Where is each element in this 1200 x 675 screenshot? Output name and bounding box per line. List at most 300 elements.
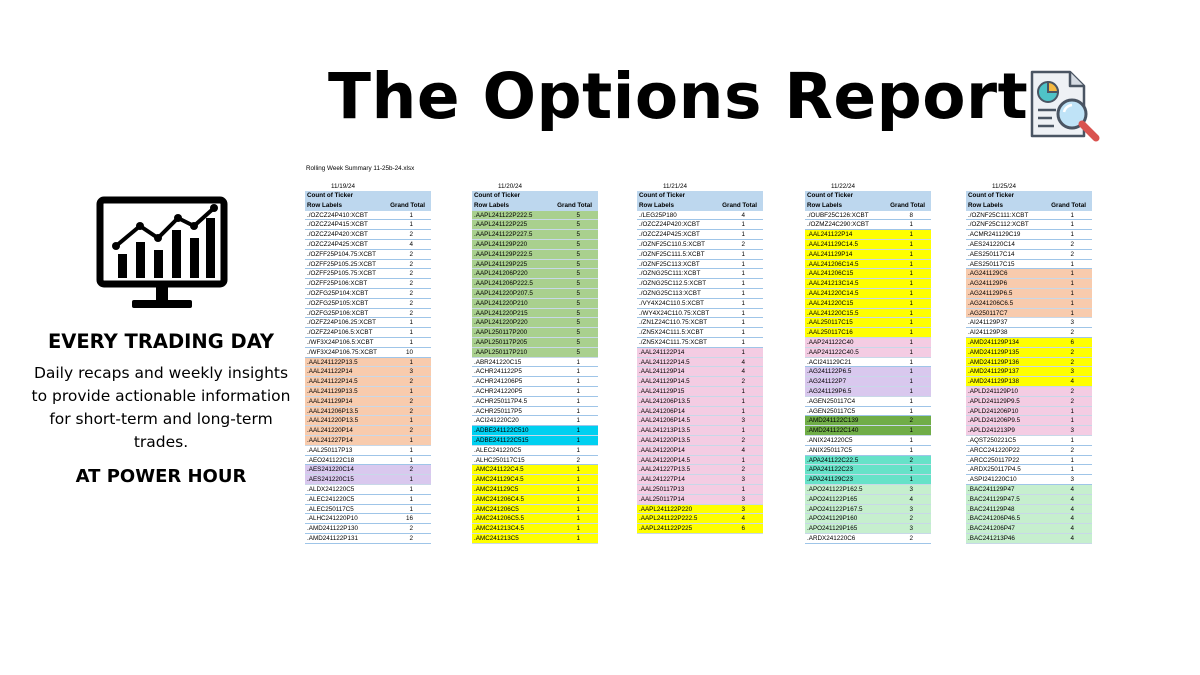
table-row xyxy=(637,416,763,426)
table-row xyxy=(966,367,1092,377)
table-row xyxy=(305,328,431,338)
grand-total-value: 1 xyxy=(909,338,913,346)
grand-total-value: 5 xyxy=(576,231,580,239)
ticker-label: .AAPL241129P222.5 xyxy=(474,250,533,258)
table-row xyxy=(966,475,1092,485)
ticker-label: .APLD241129P9.5 xyxy=(968,397,1020,405)
ticker-label: .AMC241122C4.5 xyxy=(474,466,524,474)
ticker-label: .APO241122P162.5 xyxy=(807,485,863,493)
table-row xyxy=(472,485,598,495)
grand-total-value: 4 xyxy=(1070,515,1074,523)
grand-total-value: 1 xyxy=(576,387,580,395)
table-row xyxy=(305,534,431,544)
table-row xyxy=(305,348,431,358)
ticker-label: .AMC241206C4.5 xyxy=(474,495,525,503)
ticker-label: .AAL241220C14.5 xyxy=(807,289,859,297)
ticker-label: .AAPL250117P200 xyxy=(474,329,528,337)
grand-total-value: 1 xyxy=(409,221,413,229)
ticker-label: .AAPL241122P225 xyxy=(639,525,693,533)
ticker-label: .AAL241206P13.5 xyxy=(639,397,691,405)
ticker-label: .AG241129C6 xyxy=(968,270,1008,278)
table-row xyxy=(472,407,598,417)
monitor-chart-icon xyxy=(96,196,228,314)
ticker-label: .ADBE241122C510 xyxy=(474,427,529,435)
grand-total-value: 1 xyxy=(1070,309,1074,317)
grand-total-value: 2 xyxy=(909,417,913,425)
table-row xyxy=(966,446,1092,456)
grand-total-value: 1 xyxy=(1070,417,1074,425)
table-row xyxy=(966,240,1092,250)
description-text: Daily recaps and weekly insights to provide actionable information for short-term and long-term trades. xyxy=(31,364,291,451)
grand-total-value: 4 xyxy=(1070,485,1074,493)
grand-total-value: 1 xyxy=(576,485,580,493)
ticker-label: .AAL241129P14 xyxy=(807,250,853,258)
grand-total-value: 1 xyxy=(576,436,580,444)
table-row xyxy=(305,485,431,495)
table-row xyxy=(472,505,598,515)
header-count-of-ticker: Count of Ticker xyxy=(637,191,763,201)
grand-total-value: 1 xyxy=(909,319,913,327)
table-row xyxy=(305,318,431,328)
table-row xyxy=(805,269,931,279)
table-row xyxy=(305,456,431,466)
table-row xyxy=(966,338,1092,348)
grand-total-value: 3 xyxy=(741,505,745,513)
table-row xyxy=(637,465,763,475)
grand-total-value: 2 xyxy=(576,456,580,464)
ticker-label: .AAL241206P13.5 xyxy=(307,407,359,415)
grand-total-value: 4 xyxy=(1070,378,1074,386)
ticker-label: .AG241129P6 xyxy=(968,280,1008,288)
table-row xyxy=(637,485,763,495)
grand-total-value: 2 xyxy=(1070,446,1074,454)
table-row xyxy=(966,377,1092,387)
grand-total-value: 5 xyxy=(576,289,580,297)
ticker-label: .AAL250117C15 xyxy=(807,319,853,327)
ticker-label: ./OZCZ24P410:XCBT xyxy=(307,211,368,219)
ticker-label: .ALEC250117C5 xyxy=(307,505,354,513)
grand-total-value: 1 xyxy=(576,525,580,533)
grand-total-value: 5 xyxy=(576,280,580,288)
ticker-label: .AES241220C14 xyxy=(307,466,354,474)
table-row xyxy=(472,328,598,338)
ticker-label: .AEO241122C18 xyxy=(307,456,355,464)
ticker-label: .AMD241122C140 xyxy=(807,427,859,435)
ticker-label: ./OZNG25C111:XCBT xyxy=(639,270,701,278)
grand-total-value: 5 xyxy=(576,319,580,327)
grand-total-value: 3 xyxy=(741,417,745,425)
ticker-label: .AES250117C15 xyxy=(968,260,1015,268)
grand-total-value: 1 xyxy=(1070,221,1074,229)
ticker-label: .AAL241129P14.5 xyxy=(639,378,690,386)
spreadsheet-filename: Rolling Week Summary 11-25b-24.xlsx xyxy=(306,165,415,172)
table-row xyxy=(305,289,431,299)
table-row xyxy=(637,279,763,289)
ticker-label: .AES241220C14 xyxy=(968,240,1015,248)
grand-total-value: 1 xyxy=(576,378,580,386)
grand-total-value: 4 xyxy=(741,368,745,376)
grand-total-value: 1 xyxy=(409,495,413,503)
ticker-label: .BAC241206P46.5 xyxy=(968,515,1021,523)
table-row xyxy=(472,446,598,456)
grand-total-value: 3 xyxy=(1070,319,1074,327)
grand-total-value: 2 xyxy=(409,289,413,297)
grand-total-value: 3 xyxy=(741,476,745,484)
table-row xyxy=(305,514,431,524)
grand-total-value: 1 xyxy=(409,329,413,337)
report-chart-magnifier-icon xyxy=(1026,68,1102,142)
table-row xyxy=(637,407,763,417)
grand-total-value: 2 xyxy=(1070,387,1074,395)
ticker-label: .APLD241213P9 xyxy=(968,427,1015,435)
grand-total-value: 1 xyxy=(909,387,913,395)
table-row xyxy=(637,309,763,319)
grand-total-value: 5 xyxy=(576,250,580,258)
table-row xyxy=(966,397,1092,407)
grand-total-value: 1 xyxy=(576,515,580,523)
table-row xyxy=(805,299,931,309)
grand-total-value: 6 xyxy=(1070,338,1074,346)
table-row xyxy=(966,348,1092,358)
ticker-label: .AAL241220P14 xyxy=(307,427,353,435)
grand-total-value: 3 xyxy=(741,495,745,503)
grand-total-value: 1 xyxy=(576,505,580,513)
table-date: 11/25/24 xyxy=(992,183,1017,190)
grand-total-value: 1 xyxy=(909,289,913,297)
ticker-label: ./OZFG25P105:XCBT xyxy=(307,299,369,307)
header-row xyxy=(305,201,431,211)
table-row xyxy=(966,465,1092,475)
grand-total-value: 5 xyxy=(576,348,580,356)
ticker-label: ./OZCZ24P420:XCBT xyxy=(639,221,700,229)
table-row xyxy=(305,269,431,279)
header-grand-total: Grand Total xyxy=(557,201,592,209)
ticker-label: ./OZFZ24P106.25:XCBT xyxy=(307,319,376,327)
grand-total-value: 2 xyxy=(1070,358,1074,366)
header-row xyxy=(637,201,763,211)
ticker-label: ./OZNG25C113:XCBT xyxy=(639,289,701,297)
grand-total-value: 1 xyxy=(741,231,745,239)
grand-total-value: 2 xyxy=(409,427,413,435)
ticker-label: .AAL241122P14.5 xyxy=(307,378,358,386)
ticker-label: .AAL241227P14 xyxy=(639,476,685,484)
ticker-label: .AAL241213C14.5 xyxy=(807,280,859,288)
grand-total-value: 2 xyxy=(909,534,913,542)
table-row xyxy=(305,338,431,348)
table-row xyxy=(966,426,1092,436)
ticker-label: ./OUBF25C126:XCBT xyxy=(807,211,869,219)
grand-total-value: 5 xyxy=(576,211,580,219)
grand-total-value: 3 xyxy=(1070,427,1074,435)
grand-total-value: 1 xyxy=(409,319,413,327)
table-row xyxy=(966,407,1092,417)
ticker-label: .ANIX241220C5 xyxy=(807,436,853,444)
table-row xyxy=(305,240,431,250)
ticker-label: .ARDX250117P4.5 xyxy=(968,466,1021,474)
grand-total-value: 2 xyxy=(409,525,413,533)
ticker-label: .AAL241122P14 xyxy=(307,368,353,376)
grand-total-value: 1 xyxy=(409,476,413,484)
ticker-label: .AAL241227P13.5 xyxy=(639,466,691,474)
ticker-label: .AAL241129P14 xyxy=(639,368,685,376)
ticker-label: .BAC241129P47 xyxy=(968,485,1015,493)
table-row xyxy=(472,318,598,328)
ticker-label: .AG241122P7 xyxy=(807,378,847,386)
grand-total-value: 4 xyxy=(1070,525,1074,533)
ticker-label: .AGEN250117C4 xyxy=(807,397,856,405)
grand-total-value: 1 xyxy=(741,387,745,395)
table-row xyxy=(305,387,431,397)
grand-total-value: 1 xyxy=(741,348,745,356)
ticker-label: .AMC241206C5 xyxy=(474,505,519,513)
table-row xyxy=(805,387,931,397)
grand-total-value: 1 xyxy=(409,417,413,425)
table-row xyxy=(805,289,931,299)
grand-total-value: 2 xyxy=(409,231,413,239)
ticker-label: ./WF3X24P106.5:XCBT xyxy=(307,338,374,346)
grand-total-value: 8 xyxy=(909,211,913,219)
grand-total-value: 1 xyxy=(576,446,580,454)
table-date: 11/22/24 xyxy=(831,183,856,190)
table-row xyxy=(305,211,431,221)
ticker-label: .AAL241220C15.5 xyxy=(807,309,859,317)
grand-total-value: 3 xyxy=(909,505,913,513)
ticker-label: .AAP241122C40.5 xyxy=(807,348,859,356)
table-row xyxy=(966,485,1092,495)
table-row xyxy=(305,436,431,446)
header-row xyxy=(472,201,598,211)
grand-total-value: 2 xyxy=(409,299,413,307)
table-row xyxy=(472,465,598,475)
table-row xyxy=(805,220,931,230)
page-title: The Options Report xyxy=(328,60,1029,133)
table-row xyxy=(966,416,1092,426)
table-row xyxy=(472,240,598,250)
grand-total-value: 1 xyxy=(741,329,745,337)
grand-total-value: 1 xyxy=(741,397,745,405)
grand-total-value: 1 xyxy=(409,338,413,346)
ticker-label: .ACI241129C21 xyxy=(807,358,852,366)
ticker-label: .AMC241213C4.5 xyxy=(474,525,525,533)
ticker-label: .AG241129P6.5 xyxy=(968,289,1013,297)
grand-total-value: 4 xyxy=(409,240,413,248)
ticker-label: ./OZNF25C113:XCBT xyxy=(639,260,700,268)
table-row xyxy=(805,250,931,260)
grand-total-value: 5 xyxy=(576,221,580,229)
header-row-labels: Row Labels xyxy=(474,201,509,209)
ticker-label: .AMC241129C5 xyxy=(474,485,519,493)
table-row xyxy=(472,269,598,279)
table-row xyxy=(805,436,931,446)
grand-total-value: 4 xyxy=(1070,505,1074,513)
ticker-label: .AAPL241122P220 xyxy=(639,505,693,513)
ticker-label: .AI241129P38 xyxy=(968,329,1008,337)
grand-total-value: 1 xyxy=(576,417,580,425)
ticker-label: .ASPI241220C10 xyxy=(968,476,1017,484)
grand-total-value: 1 xyxy=(909,407,913,415)
pivot-table-day xyxy=(637,182,763,534)
table-row xyxy=(637,387,763,397)
grand-total-value: 5 xyxy=(576,338,580,346)
grand-total-value: 4 xyxy=(909,495,913,503)
ticker-label: .ADBE241122C515 xyxy=(474,436,529,444)
grand-total-value: 1 xyxy=(741,289,745,297)
pivot-table-day xyxy=(305,182,431,544)
grand-total-value: 1 xyxy=(576,358,580,366)
table-row xyxy=(966,299,1092,309)
table-row xyxy=(305,299,431,309)
table-row xyxy=(472,377,598,387)
grand-total-value: 1 xyxy=(909,270,913,278)
table-row xyxy=(966,211,1092,221)
table-row xyxy=(305,495,431,505)
grand-total-value: 4 xyxy=(741,515,745,523)
table-row xyxy=(805,514,931,524)
ticker-label: .AMC241206C5.5 xyxy=(474,515,525,523)
table-row xyxy=(637,377,763,387)
grand-total-value: 2 xyxy=(1070,329,1074,337)
ticker-label: .AMD241129P137 xyxy=(968,368,1019,376)
ticker-label: ./OZFF25P105.25:XCBT xyxy=(307,260,376,268)
table-row xyxy=(472,338,598,348)
ticker-label: .AG241206C6.5 xyxy=(968,299,1014,307)
ticker-label: .AAL241206C14.5 xyxy=(807,260,859,268)
grand-total-value: 1 xyxy=(1070,299,1074,307)
header-row-labels: Row Labels xyxy=(307,201,342,209)
header-grand-total: Grand Total xyxy=(390,201,425,209)
ticker-label: ./OZNG25C112.5:XCBT xyxy=(639,280,707,288)
table-row xyxy=(472,260,598,270)
grand-total-value: 1 xyxy=(409,436,413,444)
grand-total-value: 1 xyxy=(909,299,913,307)
grand-total-value: 16 xyxy=(405,515,413,523)
ticker-label: .ACHR241122P5 xyxy=(474,368,522,376)
grand-total-value: 4 xyxy=(1070,495,1074,503)
ticker-label: .APA241122C22.5 xyxy=(807,456,859,464)
grand-total-value: 3 xyxy=(909,485,913,493)
table-row xyxy=(805,397,931,407)
grand-total-value: 1 xyxy=(576,368,580,376)
ticker-label: ./ZN1Z24C110.75:XCBT xyxy=(639,319,708,327)
pivot-table-day xyxy=(966,182,1092,544)
grand-total-value: 1 xyxy=(1070,260,1074,268)
ticker-label: .AAL250117C16 xyxy=(807,329,853,337)
ticker-label: .AAPL241122P222.5 xyxy=(474,211,533,219)
table-row xyxy=(966,495,1092,505)
ticker-label: .AAL241122P14 xyxy=(639,348,685,356)
ticker-label: .AAPL241220P210 xyxy=(474,299,528,307)
table-row xyxy=(305,367,431,377)
table-row xyxy=(637,220,763,230)
grand-total-value: 1 xyxy=(576,495,580,503)
grand-total-value: 1 xyxy=(909,397,913,405)
ticker-label: .AAP241122C40 xyxy=(807,338,854,346)
grand-total-value: 1 xyxy=(409,446,413,454)
table-row xyxy=(472,456,598,466)
ticker-label: .AAL241206P14.5 xyxy=(639,417,691,425)
grand-total-value: 1 xyxy=(576,476,580,484)
grand-total-value: 5 xyxy=(576,270,580,278)
grand-total-value: 6 xyxy=(741,525,745,533)
every-trading-day-heading: EVERY TRADING DAY xyxy=(47,330,275,353)
table-row xyxy=(805,465,931,475)
table-row xyxy=(966,534,1092,544)
ticker-label: .APO241122P167.5 xyxy=(807,505,863,513)
ticker-label: .AAPL241206P222.5 xyxy=(474,280,533,288)
table-row xyxy=(305,309,431,319)
ticker-label: .AAL241206P14 xyxy=(639,407,685,415)
ticker-label: .AAL250117P13 xyxy=(307,446,353,454)
grand-total-value: 1 xyxy=(409,211,413,219)
grand-total-value: 5 xyxy=(576,260,580,268)
header-count-of-ticker: Count of Ticker xyxy=(472,191,598,201)
ticker-label: .AAL241220C15 xyxy=(807,299,854,307)
ticker-label: .AMC241213C5 xyxy=(474,534,519,542)
ticker-label: .ACHR241220P5 xyxy=(474,387,523,395)
ticker-label: ./OZNF25C110.5:XCBT xyxy=(639,240,706,248)
grand-total-value: 1 xyxy=(741,260,745,268)
grand-total-value: 1 xyxy=(1070,211,1074,219)
header-grand-total: Grand Total xyxy=(890,201,925,209)
ticker-label: ./OZCZ24P415:XCBT xyxy=(307,221,368,229)
header-grand-total: Grand Total xyxy=(1051,201,1086,209)
grand-total-value: 4 xyxy=(1070,534,1074,542)
grand-total-value: 1 xyxy=(1070,280,1074,288)
ticker-label: .ARCC241220P22 xyxy=(968,446,1020,454)
ticker-label: ./OZNF25C111.5:XCBT xyxy=(639,250,705,258)
table-row xyxy=(637,269,763,279)
ticker-label: .AAL241220P13.5 xyxy=(307,417,359,425)
table-row xyxy=(472,358,598,368)
grand-total-value: 4 xyxy=(741,358,745,366)
ticker-label: .ACI241220C20 xyxy=(474,417,519,425)
ticker-label: .AAPL241129P220 xyxy=(474,240,528,248)
ticker-label: .ALHC250117C15 xyxy=(474,456,525,464)
grand-total-value: 1 xyxy=(909,368,913,376)
table-row xyxy=(805,505,931,515)
table-row xyxy=(966,524,1092,534)
table-row xyxy=(472,524,598,534)
grand-total-value: 2 xyxy=(741,378,745,386)
table-row xyxy=(805,230,931,240)
grand-total-value: 2 xyxy=(741,436,745,444)
grand-total-value: 1 xyxy=(741,427,745,435)
ticker-label: ./OZFF25P104.75:XCBT xyxy=(307,250,376,258)
table-row xyxy=(805,358,931,368)
table-row xyxy=(637,328,763,338)
table-row xyxy=(966,289,1092,299)
table-row xyxy=(305,250,431,260)
ticker-label: .AAL241220P14.5 xyxy=(639,456,691,464)
table-row xyxy=(305,446,431,456)
table-row xyxy=(472,387,598,397)
table-row xyxy=(637,240,763,250)
table-row xyxy=(472,309,598,319)
ticker-label: .ALEC241220C5 xyxy=(307,495,355,503)
table-date: 11/19/24 xyxy=(331,183,356,190)
table-row xyxy=(472,426,598,436)
ticker-label: .AAL241220P13.5 xyxy=(639,436,691,444)
ticker-label: .ACHR241206P5 xyxy=(474,378,523,386)
ticker-label: .ARDX241220C6 xyxy=(807,534,856,542)
ticker-label: .AAPL241220P220 xyxy=(474,319,528,327)
grand-total-value: 1 xyxy=(576,397,580,405)
ticker-label: ./OZMZ24C290:XCBT xyxy=(807,221,869,229)
table-row xyxy=(805,534,931,544)
ticker-label: .AAPL250117P210 xyxy=(474,348,528,356)
ticker-label: ./OZNF25C111:XCBT xyxy=(968,211,1029,219)
grand-total-value: 2 xyxy=(409,466,413,474)
